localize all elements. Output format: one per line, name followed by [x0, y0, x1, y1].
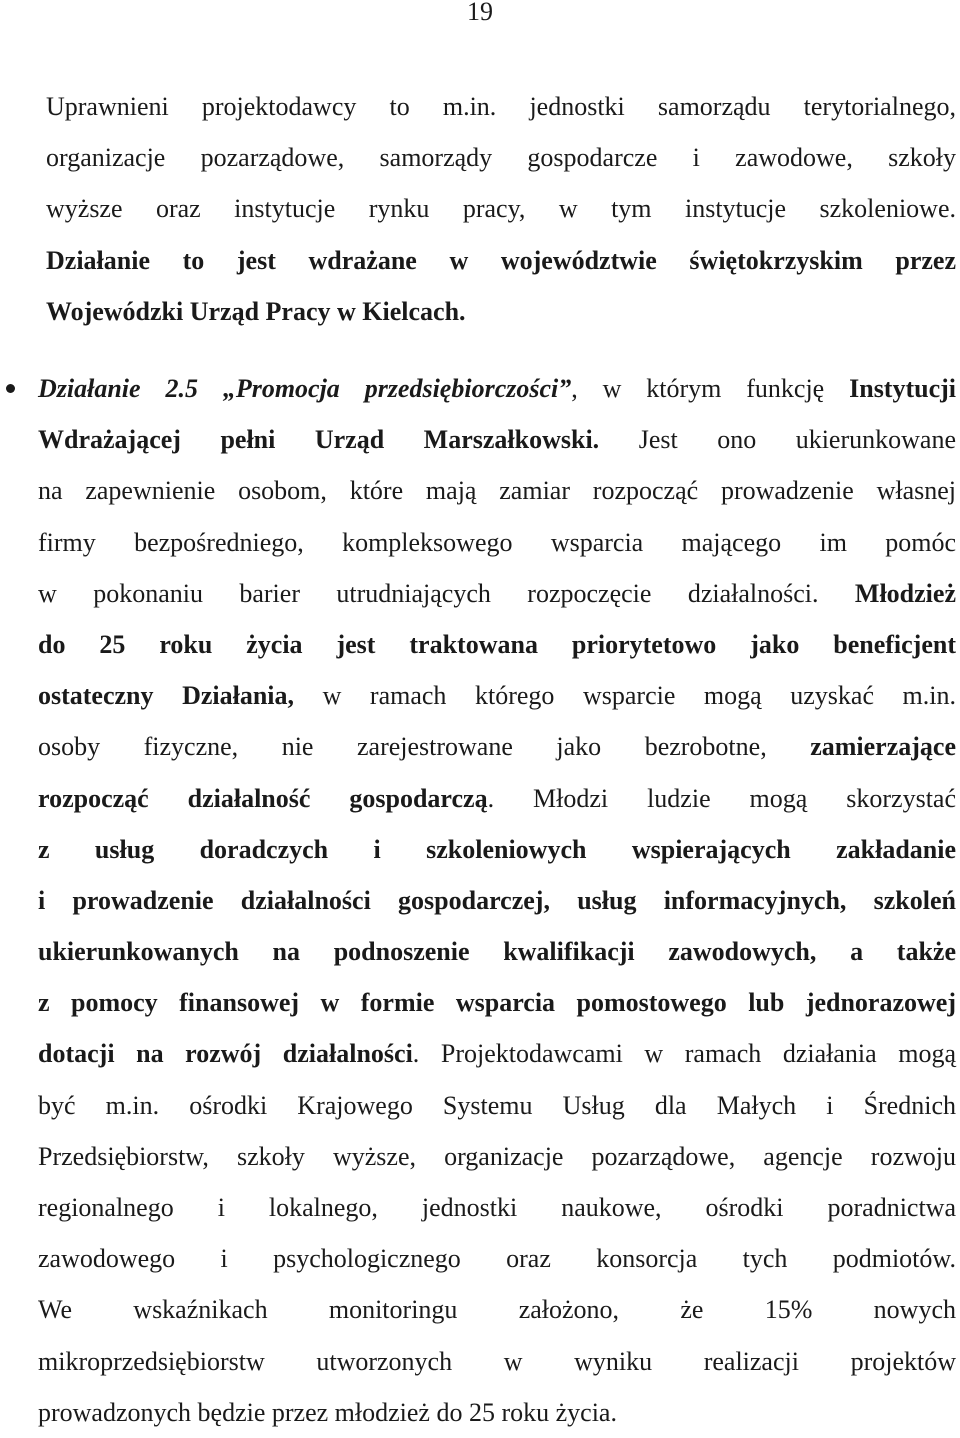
text-run: We wskaźnikach monitoringu założono, że 15% nowych [38, 1295, 956, 1325]
text-run: i prowadzenie działalności gospodarczej, usług informacyjnych, szkoleń [38, 885, 956, 915]
text-line [38, 1182, 956, 1233]
text-line [46, 81, 956, 132]
text-line [38, 721, 956, 772]
text-run: , w którym funkcję [571, 374, 850, 403]
text-line [46, 235, 956, 286]
text-line [38, 670, 956, 721]
text-line [38, 1284, 956, 1335]
text-line [38, 926, 956, 977]
text-run: z usług doradczych i szkoleniowych wspierających zakładanie [38, 834, 956, 864]
text-run: zawodowego i psychologicznego oraz konsorcja tych podmiotów. [38, 1244, 956, 1274]
text-line [38, 363, 956, 414]
text-run: . Projektodawcami w ramach działania mogą [412, 1039, 956, 1069]
text-run: osoby fizyczne, nie zarejestrowane jako bezrobotne, [38, 732, 811, 762]
text-line [38, 1336, 956, 1387]
text-line [38, 1080, 956, 1131]
text-run: wyższe oraz instytucje rynku pracy, w tym instytucje szkoleniowe. [46, 194, 956, 224]
text-run: organizacje pozarządowe, samorządy gospodarcze i zawodowe, szkoły [46, 143, 956, 173]
text-run: Działanie to jest wdrażane w województwie świętokrzyskim przez [46, 245, 956, 275]
bullet-icon [6, 384, 15, 393]
text-line [38, 1028, 956, 1079]
text-line [38, 465, 956, 516]
text-run: zamierzające [810, 732, 956, 762]
text-line [38, 824, 956, 875]
text-run: mikroprzedsiębiorstw utworzonych w wyniku realizacji projektów [38, 1346, 956, 1376]
intro-paragraph [46, 81, 956, 337]
text-run: Młodzież [854, 578, 956, 608]
text-run: w ramach którego wsparcie mogą uzyskać m.in. [294, 681, 957, 711]
text-run: Uprawnieni projektodawcy to m.in. jednostki samorządu terytorialnego, [46, 92, 956, 121]
text-run: do 25 roku życia jest traktowana priorytetowo jako beneficjent [38, 629, 956, 659]
text-run: z pomocy finansowej w formie wsparcia pomostowego lub jednorazowej [38, 988, 956, 1018]
text-run: . Młodzi ludzie mogą skorzystać [487, 783, 957, 813]
text-line [38, 977, 956, 1028]
text-run: dotacji na rozwój działalności [38, 1039, 413, 1069]
text-run: Przedsiębiorstw, szkoły wyższe, organizacje pozarządowe, agencje rozwoju [38, 1141, 956, 1171]
text-line [38, 1131, 956, 1182]
text-line [38, 619, 956, 670]
text-line [38, 773, 956, 824]
text-line [46, 286, 956, 337]
text-run: w pokonaniu barier utrudniających rozpoczęcie działalności. [38, 578, 855, 608]
bullet-paragraph-dzialanie-2-5 [38, 363, 956, 1438]
text-run: Wdrażającej pełni Urząd Marszałkowski. [38, 425, 600, 455]
text-line [46, 132, 956, 183]
text-line [38, 875, 956, 926]
text-line [38, 1387, 956, 1438]
text-run: Jest ono ukierunkowane [599, 425, 956, 455]
text-run: ostateczny Działania, [38, 681, 295, 711]
text-line [38, 517, 956, 568]
text-line [38, 414, 956, 465]
text-run: na zapewnienie osobom, które mają zamiar rozpocząć prowadzenie własnej [38, 476, 956, 506]
text-run: Wojewódzki Urząd Pracy w Kielcach. [46, 296, 466, 326]
text-run: prowadzonych będzie przez młodzież do 25 roku życia. [38, 1397, 617, 1427]
text-run: Instytucji [849, 374, 957, 403]
text-run: być m.in. ośrodki Krajowego Systemu Usług dla Małych i Średnich [38, 1090, 956, 1120]
text-run: Działanie 2.5 „Promocja przedsiębiorczości” [38, 374, 572, 403]
page-number: 19 [467, 0, 493, 26]
text-line [38, 568, 956, 619]
text-run: regionalnego i lokalnego, jednostki naukowe, ośrodki poradnictwa [38, 1193, 956, 1222]
text-line [38, 1233, 956, 1284]
text-line [46, 183, 956, 234]
text-run: rozpocząć działalność gospodarczą [38, 783, 488, 813]
text-run: firmy bezpośredniego, kompleksowego wsparcia mającego im pomóc [38, 527, 956, 557]
text-run: ukierunkowanych na podnoszenie kwalifikacji zawodowych, a także [38, 937, 956, 967]
